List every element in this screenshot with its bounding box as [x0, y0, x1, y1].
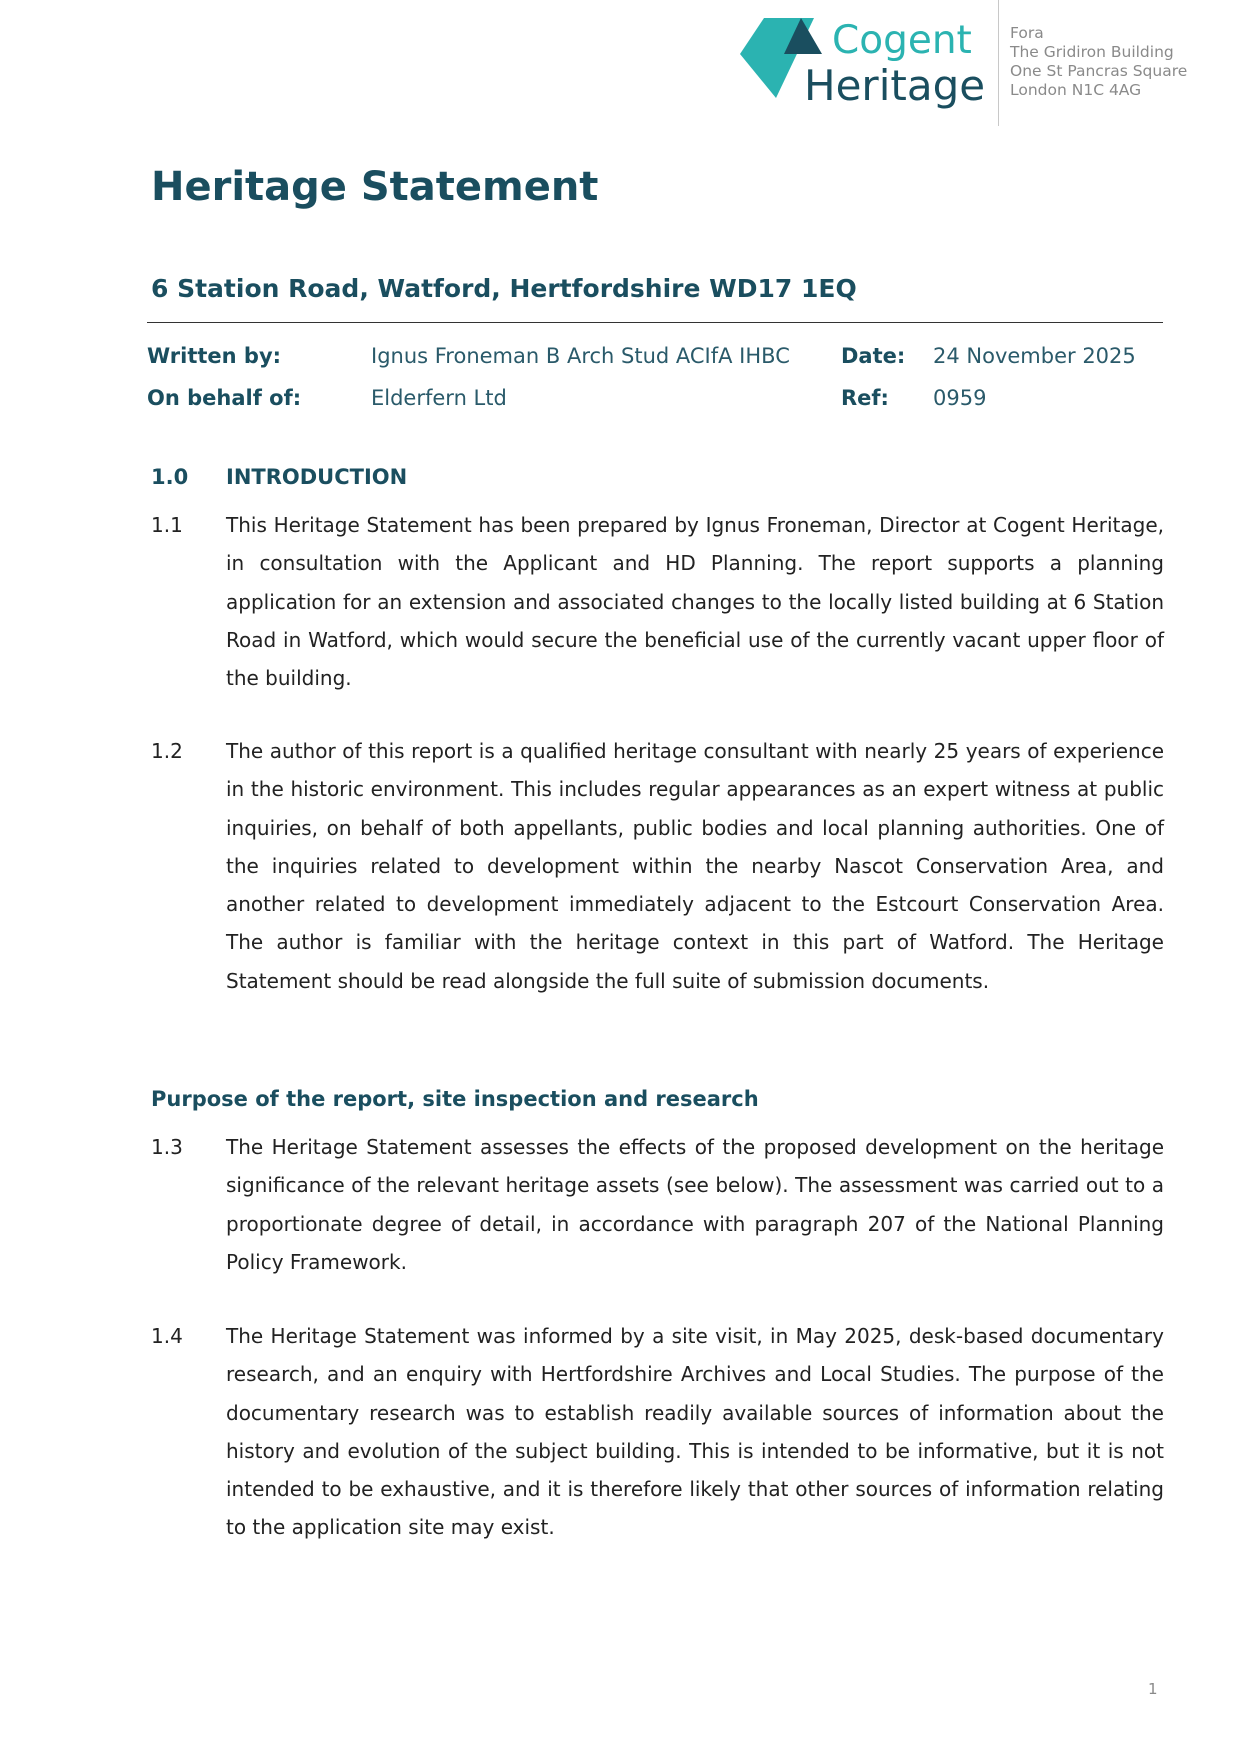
section-title: INTRODUCTION — [226, 465, 408, 489]
document-subtitle: 6 Station Road, Watford, Hertfordshire WD17 1EQ — [151, 274, 857, 303]
paragraph-text: The Heritage Statement assesses the effects of the proposed development on the heritage significance of the relevant heritage assets (see below). The assessment was carried out to a proportionate degree of detail, in accordance with paragraph 207 of the National Planning Policy Framework. — [226, 1135, 1164, 1274]
written-by-value: Ignus Froneman B Arch Stud ACIfA IHBC — [371, 344, 790, 368]
paragraph-number: 1.2 — [151, 739, 183, 763]
address-line: London N1C 4AG — [1010, 81, 1142, 99]
title-divider — [147, 322, 1163, 323]
paragraph-number: 1.4 — [151, 1324, 183, 1348]
paragraph-number: 1.1 — [151, 513, 183, 537]
document-title: Heritage Statement — [151, 164, 599, 210]
company-address — [1010, 24, 1187, 100]
written-by-label: Written by: — [147, 344, 282, 368]
on-behalf-label: On behalf of: — [147, 386, 302, 410]
address-line: One St Pancras Square — [1010, 62, 1188, 80]
date-label: Date: — [841, 344, 906, 368]
ref-value: 0959 — [933, 386, 987, 410]
paragraph — [151, 1317, 1164, 1547]
page-number: 1 — [1148, 1680, 1158, 1698]
on-behalf-value: Elderfern Ltd — [371, 386, 507, 410]
address-line: Fora — [1010, 24, 1044, 42]
date-value: 24 November 2025 — [933, 344, 1136, 368]
company-logo — [740, 18, 986, 118]
logo-word-heritage: Heritage — [804, 61, 986, 110]
paragraph-text: This Heritage Statement has been prepared by Ignus Froneman, Director at Cogent Heritage, in consultation with the Applicant and HD Planning. The report supports a planning application for an extension and associated changes to the locally listed building at 6 Station Road in Watford, which would secure the beneficial use of the currently vacant upper floor of the building. — [226, 513, 1164, 691]
paragraph — [151, 1128, 1164, 1281]
paragraph-number: 1.3 — [151, 1135, 183, 1159]
paragraph — [151, 732, 1164, 1000]
ref-label: Ref: — [841, 386, 889, 410]
address-line: The Gridiron Building — [1010, 43, 1174, 61]
paragraph-text: The author of this report is a qualified heritage consultant with nearly 25 years of experience in the historic environment. This includes regular appearances as an expert witness at public inquiries, on behalf of both appellants, public bodies and local planning authorities. One of the inquiries related to development within the nearby Nascot Conservation Area, and another related to development immediately adjacent to the Estcourt Conservation Area. The author is familiar with the heritage context in this part of Watford. The Heritage Statement should be read alongside the full suite of submission documents. — [226, 739, 1164, 993]
paragraph-text: The Heritage Statement was informed by a site visit, in May 2025, desk-based documentary research, and an enquiry with Hertfordshire Archives and Local Studies. The purpose of the documentary research was to establish readily available sources of information about the history and evolution of the subject building. This is intended to be informative, but it is not intended to be exhaustive, and it is therefore likely that other sources of information relating to the application site may exist. — [226, 1324, 1164, 1540]
subsection-heading: Purpose of the report, site inspection and research — [151, 1087, 759, 1111]
section-heading — [151, 465, 407, 489]
logo-word-cogent: Cogent — [832, 18, 972, 63]
paragraph — [151, 506, 1164, 697]
section-number: 1.0 — [151, 465, 189, 489]
header-divider — [998, 0, 999, 126]
